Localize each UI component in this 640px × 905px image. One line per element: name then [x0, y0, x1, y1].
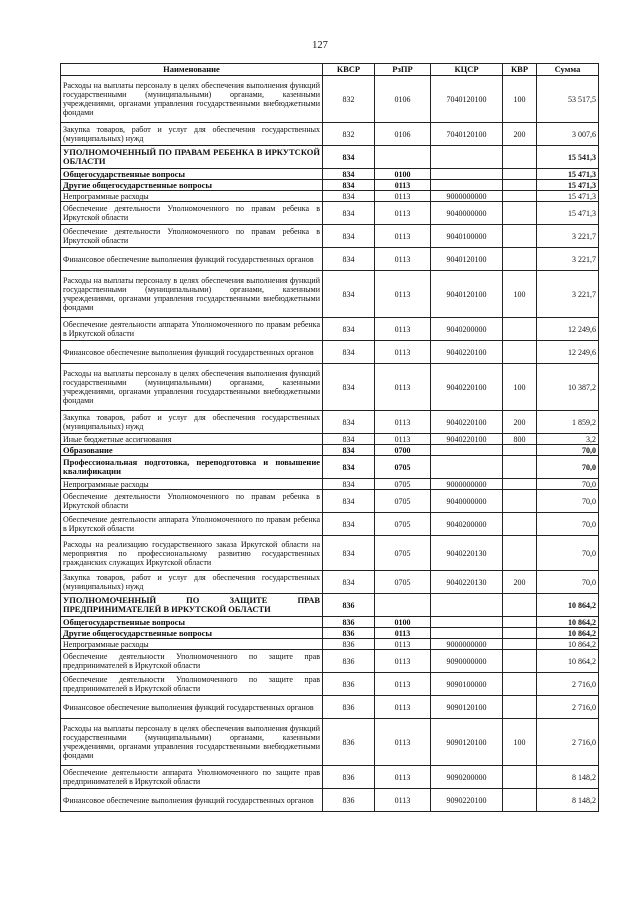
cell-name: Закупка товаров, работ и услуг для обеспечения государственных (муниципальных) нужд: [61, 411, 323, 434]
cell-kcsr: 9040220130: [431, 571, 503, 594]
table-row: [61, 411, 599, 434]
table-row: [61, 696, 599, 719]
cell-name: Финансовое обеспечение выполнения функций государственных органов: [61, 248, 323, 271]
cell-rzpr: 0100: [375, 617, 431, 628]
cell-kcsr: [431, 628, 503, 639]
table-row: [61, 225, 599, 248]
cell-name: Профессиональная подготовка, переподготовка и повышение квалификации: [61, 456, 323, 479]
cell-name: Финансовое обеспечение выполнения функций государственных органов: [61, 696, 323, 719]
table-row: [61, 146, 599, 169]
cell-kcsr: [431, 169, 503, 180]
table-row: [61, 639, 599, 650]
cell-kvr: [503, 617, 537, 628]
cell-kcsr: [431, 594, 503, 617]
cell-kcsr: [431, 445, 503, 456]
cell-kvr: [503, 341, 537, 364]
cell-kcsr: 7040120100: [431, 76, 503, 123]
cell-rzpr: 0705: [375, 456, 431, 479]
cell-rzpr: 0705: [375, 571, 431, 594]
cell-rzpr: 0113: [375, 789, 431, 812]
cell-sum: 12 249,6: [537, 318, 599, 341]
cell-kvsr: 834: [323, 513, 375, 536]
cell-sum: 70,0: [537, 445, 599, 456]
cell-rzpr: 0705: [375, 479, 431, 490]
cell-kvr: 100: [503, 719, 537, 766]
cell-sum: 70,0: [537, 571, 599, 594]
table-row: [61, 617, 599, 628]
cell-kvsr: 834: [323, 169, 375, 180]
cell-kcsr: 9090220100: [431, 789, 503, 812]
cell-kvsr: 836: [323, 673, 375, 696]
cell-name: Финансовое обеспечение выполнения функций государственных органов: [61, 341, 323, 364]
table-row: [61, 202, 599, 225]
cell-kvr: 200: [503, 571, 537, 594]
cell-kvr: [503, 766, 537, 789]
cell-kcsr: 9040000000: [431, 490, 503, 513]
cell-kvsr: 834: [323, 225, 375, 248]
cell-kvr: [503, 318, 537, 341]
cell-rzpr: 0113: [375, 364, 431, 411]
cell-kvsr: 834: [323, 490, 375, 513]
table-row: [61, 766, 599, 789]
cell-name: Обеспечение деятельности аппарата Уполномоченного по правам ребенка в Иркутской области: [61, 513, 323, 536]
cell-sum: 10 864,2: [537, 594, 599, 617]
cell-rzpr: 0113: [375, 248, 431, 271]
cell-kvr: [503, 479, 537, 490]
cell-kvsr: 834: [323, 248, 375, 271]
cell-name: Обеспечение деятельности аппарата Уполномоченного по правам ребенка в Иркутской области: [61, 318, 323, 341]
cell-rzpr: 0113: [375, 628, 431, 639]
cell-name: Общегосударственные вопросы: [61, 617, 323, 628]
cell-rzpr: [375, 146, 431, 169]
cell-kvr: [503, 673, 537, 696]
cell-rzpr: 0113: [375, 318, 431, 341]
cell-name: Непрограммные расходы: [61, 191, 323, 202]
cell-rzpr: 0705: [375, 490, 431, 513]
cell-name: Обеспечение деятельности аппарата Уполномоченного по защите прав предпринимателей в Иркутской области: [61, 766, 323, 789]
cell-sum: 70,0: [537, 513, 599, 536]
cell-name: Финансовое обеспечение выполнения функций государственных органов: [61, 789, 323, 812]
cell-kvsr: 834: [323, 318, 375, 341]
cell-rzpr: 0113: [375, 341, 431, 364]
cell-rzpr: 0113: [375, 696, 431, 719]
cell-kvr: [503, 456, 537, 479]
cell-kvsr: 834: [323, 202, 375, 225]
table-row: [61, 123, 599, 146]
cell-kvsr: 834: [323, 146, 375, 169]
cell-rzpr: 0106: [375, 76, 431, 123]
cell-rzpr: 0100: [375, 169, 431, 180]
cell-name: Образование: [61, 445, 323, 456]
table-row: [61, 271, 599, 318]
cell-kvsr: 834: [323, 364, 375, 411]
cell-name: Расходы на выплаты персоналу в целях обеспечения выполнения функций государственными (муниципальными) органами, казенными учреждениями, органами управления государственными внебюджетными фондами: [61, 719, 323, 766]
cell-sum: 15 541,3: [537, 146, 599, 169]
table-row: [61, 169, 599, 180]
table-row: [61, 248, 599, 271]
table-row: [61, 650, 599, 673]
cell-kcsr: 9040120100: [431, 248, 503, 271]
cell-kvr: [503, 180, 537, 191]
cell-name: УПОЛНОМОЧЕННЫЙ ПО ЗАЩИТЕ ПРАВ ПРЕДПРИНИМАТЕЛЕЙ В ИРКУТСКОЙ ОБЛАСТИ: [61, 594, 323, 617]
cell-name: Иные бюджетные ассигнования: [61, 434, 323, 445]
cell-kvsr: 834: [323, 411, 375, 434]
cell-kcsr: 9040120100: [431, 271, 503, 318]
table-row: [61, 594, 599, 617]
cell-kcsr: 9090120100: [431, 719, 503, 766]
table-row: [61, 479, 599, 490]
cell-name: Обеспечение деятельности Уполномоченного по правам ребенка в Иркутской области: [61, 202, 323, 225]
cell-kcsr: 9040220130: [431, 536, 503, 571]
cell-sum: 10 864,2: [537, 617, 599, 628]
cell-kvsr: 836: [323, 719, 375, 766]
cell-rzpr: 0705: [375, 536, 431, 571]
cell-sum: 15 471,3: [537, 191, 599, 202]
cell-kvr: [503, 650, 537, 673]
header-sum: Сумма: [537, 64, 599, 76]
cell-sum: 70,0: [537, 456, 599, 479]
cell-kcsr: 9090000000: [431, 650, 503, 673]
header-name: Наименование: [61, 64, 323, 76]
cell-kvr: [503, 536, 537, 571]
cell-kvsr: 834: [323, 341, 375, 364]
cell-kcsr: 9040200000: [431, 513, 503, 536]
cell-name: Общегосударственные вопросы: [61, 169, 323, 180]
cell-name: Расходы на выплаты персоналу в целях обеспечения выполнения функций государственными (муниципальными) органами, казенными учреждениями, органами управления государственными внебюджетными фондами: [61, 271, 323, 318]
cell-kvr: [503, 639, 537, 650]
cell-kvr: [503, 191, 537, 202]
header-kcsr: КЦСР: [431, 64, 503, 76]
table-row: [61, 434, 599, 445]
cell-kvr: 200: [503, 411, 537, 434]
cell-sum: 2 716,0: [537, 673, 599, 696]
cell-kcsr: 9040100000: [431, 225, 503, 248]
cell-sum: 53 517,5: [537, 76, 599, 123]
cell-rzpr: 0113: [375, 673, 431, 696]
table-row: [61, 76, 599, 123]
cell-name: Непрограммные расходы: [61, 479, 323, 490]
cell-kvr: [503, 490, 537, 513]
cell-sum: 15 471,3: [537, 202, 599, 225]
table-row: [61, 341, 599, 364]
cell-kcsr: 9090120100: [431, 696, 503, 719]
cell-kvsr: 836: [323, 639, 375, 650]
cell-kvsr: 834: [323, 479, 375, 490]
cell-kcsr: 9040220100: [431, 341, 503, 364]
cell-kcsr: 9000000000: [431, 191, 503, 202]
cell-rzpr: 0700: [375, 445, 431, 456]
cell-rzpr: 0106: [375, 123, 431, 146]
cell-kvr: [503, 202, 537, 225]
cell-kcsr: 7040120100: [431, 123, 503, 146]
table-row: [61, 513, 599, 536]
cell-kcsr: [431, 180, 503, 191]
cell-kcsr: 9000000000: [431, 479, 503, 490]
cell-kvsr: 834: [323, 456, 375, 479]
table-row: [61, 364, 599, 411]
cell-name: Обеспечение деятельности Уполномоченного по защите прав предпринимателей в Иркутской области: [61, 650, 323, 673]
table-row: [61, 180, 599, 191]
cell-name: Закупка товаров, работ и услуг для обеспечения государственных (муниципальных) нужд: [61, 123, 323, 146]
cell-sum: 3 221,7: [537, 248, 599, 271]
cell-sum: 3,2: [537, 434, 599, 445]
table-row: [61, 536, 599, 571]
cell-rzpr: 0113: [375, 271, 431, 318]
table-row: [61, 719, 599, 766]
cell-sum: 8 148,2: [537, 789, 599, 812]
cell-name: Обеспечение деятельности Уполномоченного по защите прав предпринимателей в Иркутской области: [61, 673, 323, 696]
cell-kvr: [503, 696, 537, 719]
cell-name: Расходы на выплаты персоналу в целях обеспечения выполнения функций государственными (муниципальными) органами, казенными учреждениями, органами управления государственными внебюджетными фондами: [61, 76, 323, 123]
cell-kvr: 200: [503, 123, 537, 146]
cell-name: Закупка товаров, работ и услуг для обеспечения государственных (муниципальных) нужд: [61, 571, 323, 594]
cell-kvsr: 836: [323, 766, 375, 789]
cell-sum: 70,0: [537, 490, 599, 513]
budget-table: [60, 63, 599, 812]
cell-kvsr: 832: [323, 123, 375, 146]
cell-name: Другие общегосударственные вопросы: [61, 628, 323, 639]
cell-rzpr: 0113: [375, 639, 431, 650]
cell-sum: 10 387,2: [537, 364, 599, 411]
cell-kcsr: 9040220100: [431, 434, 503, 445]
cell-kvsr: 834: [323, 536, 375, 571]
cell-sum: 70,0: [537, 536, 599, 571]
cell-name: Расходы на реализацию государственного заказа Иркутской области на мероприятия по профессиональному развитию государственных гражданских служащих Иркутской области: [61, 536, 323, 571]
cell-kvsr: 836: [323, 617, 375, 628]
cell-rzpr: 0113: [375, 225, 431, 248]
cell-rzpr: 0113: [375, 434, 431, 445]
cell-kvr: [503, 225, 537, 248]
cell-sum: 10 864,2: [537, 628, 599, 639]
cell-sum: 8 148,2: [537, 766, 599, 789]
cell-kvsr: 834: [323, 445, 375, 456]
cell-name: Другие общегосударственные вопросы: [61, 180, 323, 191]
cell-kcsr: 9040220100: [431, 411, 503, 434]
table-row: [61, 456, 599, 479]
cell-rzpr: 0113: [375, 650, 431, 673]
cell-kvr: 800: [503, 434, 537, 445]
cell-name: УПОЛНОМОЧЕННЫЙ ПО ПРАВАМ РЕБЕНКА В ИРКУТСКОЙ ОБЛАСТИ: [61, 146, 323, 169]
cell-sum: 2 716,0: [537, 696, 599, 719]
cell-kvsr: 836: [323, 789, 375, 812]
cell-kvr: [503, 513, 537, 536]
cell-kvr: [503, 594, 537, 617]
cell-name: Расходы на выплаты персоналу в целях обеспечения выполнения функций государственными (муниципальными) органами, казенными учреждениями, органами управления государственными внебюджетными фондами: [61, 364, 323, 411]
cell-kvr: [503, 445, 537, 456]
table-row: [61, 191, 599, 202]
table-body: [61, 76, 599, 812]
cell-kvr: [503, 789, 537, 812]
header-rzpr: РзПР: [375, 64, 431, 76]
header-kvr: КВР: [503, 64, 537, 76]
table-row: [61, 490, 599, 513]
cell-name: Непрограммные расходы: [61, 639, 323, 650]
cell-rzpr: 0113: [375, 766, 431, 789]
cell-kvr: 100: [503, 271, 537, 318]
cell-sum: 10 864,2: [537, 639, 599, 650]
cell-kcsr: 9000000000: [431, 639, 503, 650]
cell-sum: 3 221,7: [537, 271, 599, 318]
cell-kcsr: [431, 456, 503, 479]
cell-rzpr: 0113: [375, 202, 431, 225]
cell-kvsr: 834: [323, 434, 375, 445]
table-row: [61, 571, 599, 594]
table-row: [61, 445, 599, 456]
cell-kvsr: 834: [323, 191, 375, 202]
cell-rzpr: 0113: [375, 191, 431, 202]
cell-sum: 1 859,2: [537, 411, 599, 434]
cell-kvsr: 836: [323, 594, 375, 617]
cell-rzpr: [375, 594, 431, 617]
table-header-row: [61, 64, 599, 76]
cell-kvsr: 836: [323, 650, 375, 673]
cell-sum: 3 007,6: [537, 123, 599, 146]
cell-sum: 15 471,3: [537, 169, 599, 180]
table-row: [61, 318, 599, 341]
cell-kvsr: 836: [323, 628, 375, 639]
cell-kvsr: 832: [323, 76, 375, 123]
cell-kvsr: 834: [323, 271, 375, 318]
cell-rzpr: 0113: [375, 411, 431, 434]
cell-name: Обеспечение деятельности Уполномоченного по правам ребенка в Иркутской области: [61, 225, 323, 248]
table-row: [61, 628, 599, 639]
cell-kcsr: [431, 146, 503, 169]
cell-sum: 10 864,2: [537, 650, 599, 673]
header-kvsr: КВСР: [323, 64, 375, 76]
cell-kcsr: 9040000000: [431, 202, 503, 225]
cell-kvr: 100: [503, 76, 537, 123]
cell-rzpr: 0705: [375, 513, 431, 536]
cell-kcsr: 9090100000: [431, 673, 503, 696]
table-row: [61, 789, 599, 812]
page-number: 127: [312, 40, 328, 51]
cell-kcsr: [431, 617, 503, 628]
cell-sum: 3 221,7: [537, 225, 599, 248]
table-row: [61, 673, 599, 696]
cell-rzpr: 0113: [375, 180, 431, 191]
cell-kvr: [503, 146, 537, 169]
cell-kvr: 100: [503, 364, 537, 411]
cell-kcsr: 9040220100: [431, 364, 503, 411]
cell-kvsr: 834: [323, 571, 375, 594]
cell-sum: 12 249,6: [537, 341, 599, 364]
cell-name: Обеспечение деятельности Уполномоченного по правам ребенка в Иркутской области: [61, 490, 323, 513]
cell-kvr: [503, 248, 537, 271]
cell-kcsr: 9090200000: [431, 766, 503, 789]
cell-kcsr: 9040200000: [431, 318, 503, 341]
cell-sum: 15 471,3: [537, 180, 599, 191]
cell-rzpr: 0113: [375, 719, 431, 766]
cell-kvsr: 836: [323, 696, 375, 719]
cell-kvsr: 834: [323, 180, 375, 191]
cell-sum: 70,0: [537, 479, 599, 490]
cell-kvr: [503, 628, 537, 639]
cell-kvr: [503, 169, 537, 180]
cell-sum: 2 716,0: [537, 719, 599, 766]
